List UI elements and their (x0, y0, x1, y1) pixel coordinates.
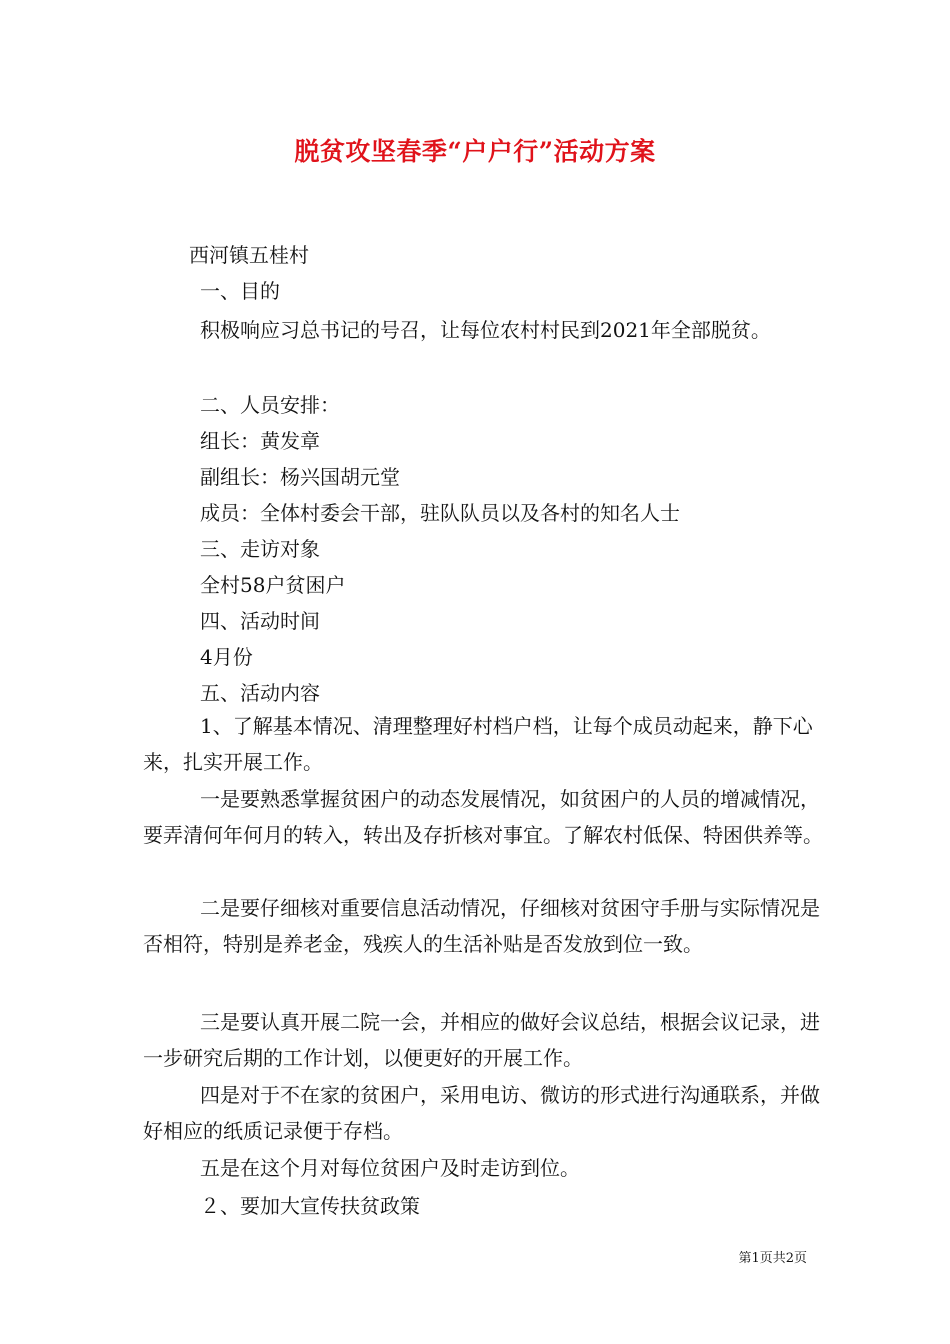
content-point-4: 四是对于不在家的贫困户，采用电访、微访的形式进行沟通联系，并做好相应的纸质记录便于存档。 (143, 1083, 820, 1143)
content-point-1: 一是要熟悉掌握贫困户的动态发展情况，如贫困户的人员的增减情况，要弄清何年何月的转入，转出及存折核对事宜。了解农村低保、特困供养等。 (143, 787, 823, 847)
content-point-3: 三是要认真开展二院一会，并相应的做好会议总结，根据会议记录，进一步研究后期的工作计划，以便更好的开展工作。 (143, 1010, 820, 1070)
section-3-text: 全村58户贫困户 (200, 573, 346, 597)
content-item-1: 1、了解基本情况、清理整理好村档户档，让每个成员动起来，静下心来，扎实开展工作。 (143, 714, 813, 774)
document-title: 脱贫攻坚春季“户户行”活动方案 (294, 137, 656, 166)
content-point-5: 五是在这个月对每位贫困户及时走访到位。 (200, 1156, 580, 1180)
section-1-heading: 一、目的 (200, 279, 280, 303)
section-5-heading: 五、活动内容 (200, 681, 320, 705)
team-members: 成员：全体村委会干部，驻队队员以及各村的知名人士 (200, 501, 680, 525)
team-leader: 组长：黄发章 (200, 429, 320, 453)
section-4-heading: 四、活动时间 (200, 609, 320, 633)
village-name: 西河镇五桂村 (189, 243, 309, 267)
team-deputy: 副组长：杨兴国胡元堂 (200, 465, 400, 489)
section-1-text: 积极响应习总书记的号召，让每位农村村民到2021年全部脱贫。 (200, 318, 771, 342)
content-point-2: 二是要仔细核对重要信息活动情况，仔细核对贫困守手册与实际情况是否相符，特别是养老金，残疾人的生活补贴是否发放到位一致。 (143, 896, 820, 956)
page-number: 第1页共2页 (738, 1251, 807, 1266)
content-item-2: ２、要加大宣传扶贫政策 (200, 1194, 420, 1218)
section-3-heading: 三、走访对象 (200, 537, 320, 561)
section-2-heading: 二、人员安排： (200, 393, 340, 417)
section-4-text: 4月份 (200, 645, 253, 669)
